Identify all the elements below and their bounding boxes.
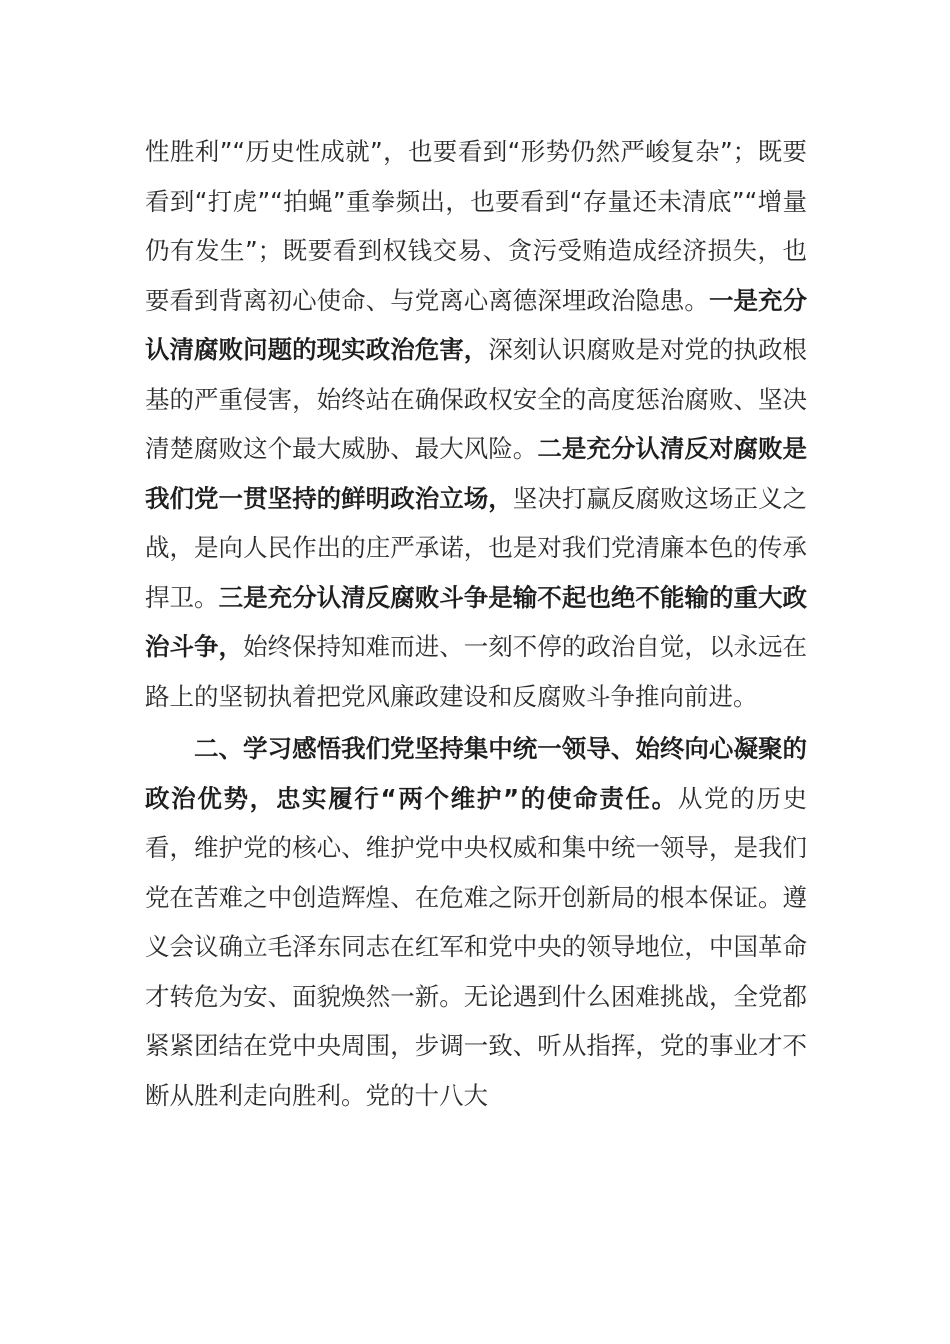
bold-point-two: 二是充分认清反对腐败是我们党一贯坚持的鲜明政治立场， (145, 434, 808, 513)
text-segment: 深刻认识腐败是对党的执政根基的严重侵害，始终站在确保政权安全的高度惩治腐败、坚决清楚腐败这个最大威胁、最大风险。 (145, 335, 808, 463)
text-segment: 从党的历史看，维护党的核心、维护党中央权威和集中统一领导，是我们党在苦难之中创造辉煌、在危难之际开创新局的根本保证。遵义会议确立毛泽东同志在红军和党中央的领导地位，中国革命才转危为安、面貌焕然一新。无论遇到什么困难挑战，全党都紧紧团结在党中央周围，步调一致、听从指挥，党的事业才不断从胜利走向胜利。党的十八大 (145, 783, 807, 1110)
section-heading-two: 二、学习感悟我们党坚持集中统一领导、始终向心凝聚的政治优势，忠实履行“两个维护”的使命责任。 (145, 734, 807, 813)
text-segment: 坚决打赢反腐败这场正义之战，是向人民作出的庄严承诺，也是对我们党清廉本色的传承捍卫。 (145, 483, 808, 612)
paragraph-anticorruption (145, 127, 807, 721)
bold-point-one: 一是充分认清腐败问题的现实政治危害， (145, 285, 808, 364)
document-body (145, 127, 807, 1120)
bold-point-three: 三是充分认清反腐败斗争是输不起也绝不能输的重大政治斗争， (145, 582, 808, 661)
text-segment: 性胜利”“历史性成就”，也要看到“形势仍然严峻复杂”；既要看到“打虎”“拍蝇”重拳频出，也要看到“存量还未清底”“增量仍有发生”；既要看到权钱交易、贪污受贿造成经济损失，也要看到背离初心使命、与党离心离德深埋政治隐患。 (145, 137, 807, 315)
text-segment: 始终保持知难而进、一刻不停的政治自觉，以永远在路上的坚韧执着把党风廉政建设和反腐败斗争推向前进。 (145, 632, 807, 711)
paragraph-section-two (145, 724, 807, 1120)
